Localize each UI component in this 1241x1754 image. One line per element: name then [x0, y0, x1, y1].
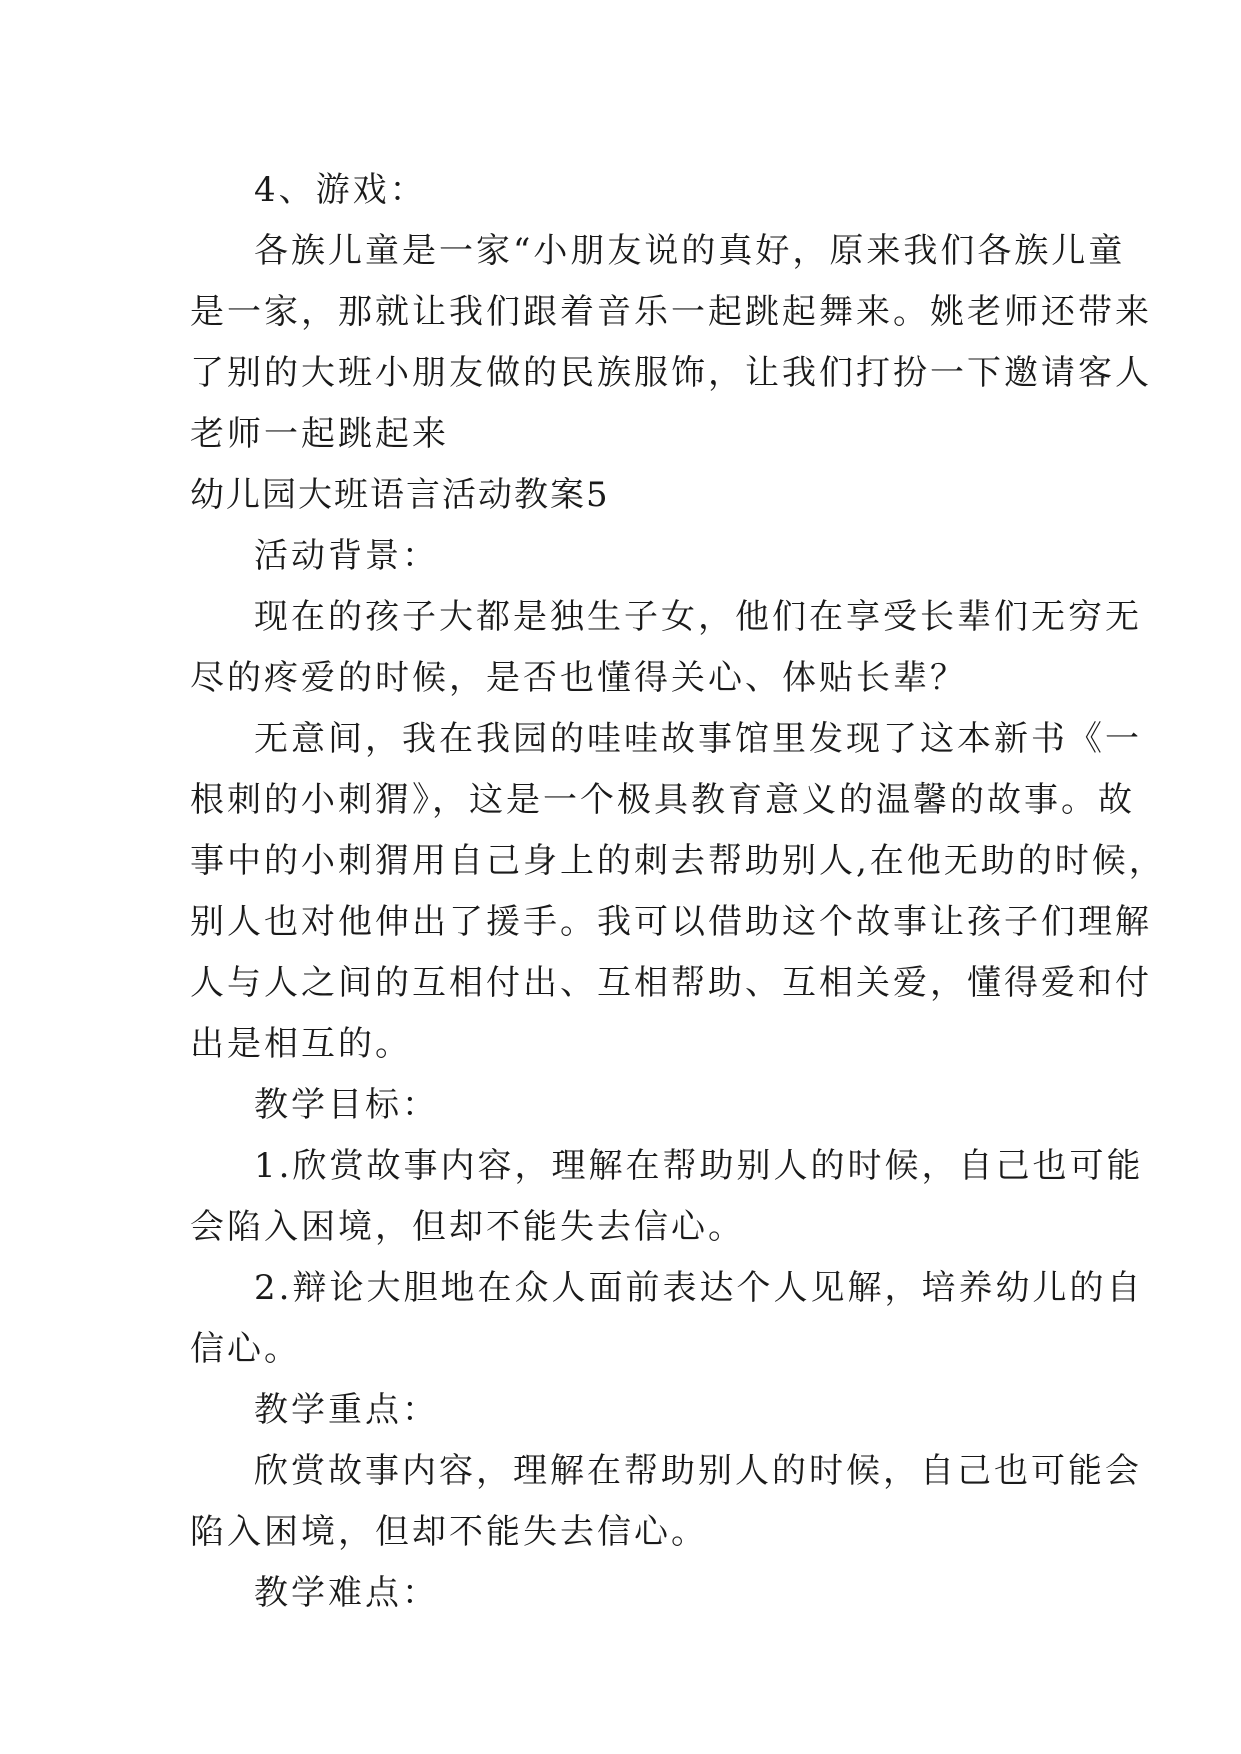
section-item-game: 4、游戏： — [254, 170, 427, 210]
lesson-title: 幼儿园大班语言活动教案5 — [190, 475, 610, 515]
paragraph-line: 出是相互的。 — [190, 1024, 412, 1064]
paragraph-line: 现在的孩子大都是独生子女，他们在享受长辈们无穷无 — [254, 597, 1142, 637]
section-heading-key-points: 教学重点： — [254, 1390, 439, 1430]
objective-item: 2.辩论大胆地在众人面前表达个人见解，培养幼儿的自 — [254, 1268, 1144, 1308]
paragraph-line: 别人也对他伸出了援手。我可以借助这个故事让孩子们理解 — [190, 902, 1152, 942]
paragraph-line: 老师一起跳起来 — [190, 414, 449, 454]
paragraph-line: 了别的大班小朋友做的民族服饰，让我们打扮一下邀请客人 — [190, 353, 1152, 393]
document-page — [190, 160, 1166, 1624]
objective-item-continued: 信心。 — [190, 1329, 301, 1369]
paragraph-line: 无意间，我在我园的哇哇故事馆里发现了这本新书《一 — [254, 719, 1142, 759]
paragraph-line: 陷入困境，但却不能失去信心。 — [190, 1512, 708, 1552]
section-heading-difficulties: 教学难点： — [254, 1573, 439, 1613]
paragraph-line: 人与人之间的互相付出、互相帮助、互相关爱，懂得爱和付 — [190, 963, 1152, 1003]
paragraph-line: 尽的疼爱的时候，是否也懂得关心、体贴长辈？ — [190, 658, 967, 698]
section-heading-background: 活动背景： — [254, 536, 439, 576]
paragraph-line: 欣赏故事内容，理解在帮助别人的时候，自己也可能会 — [254, 1451, 1142, 1491]
objective-item-continued: 会陷入困境，但却不能失去信心。 — [190, 1207, 745, 1247]
paragraph-line: 是一家，那就让我们跟着音乐一起跳起舞来。姚老师还带来 — [190, 292, 1152, 332]
objective-item: 1.欣赏故事内容，理解在帮助别人的时候，自己也可能 — [254, 1146, 1144, 1186]
paragraph-line: 各族儿童是一家“小朋友说的真好，原来我们各族儿童 — [254, 231, 1126, 271]
paragraph-line: 事中的小刺猬用自己身上的刺去帮助别人,在他无助的时候， — [190, 841, 1166, 881]
section-heading-objectives: 教学目标： — [254, 1085, 439, 1125]
paragraph-line: 根刺的小刺猬》，这是一个极具教育意义的温馨的故事。故 — [190, 780, 1135, 820]
